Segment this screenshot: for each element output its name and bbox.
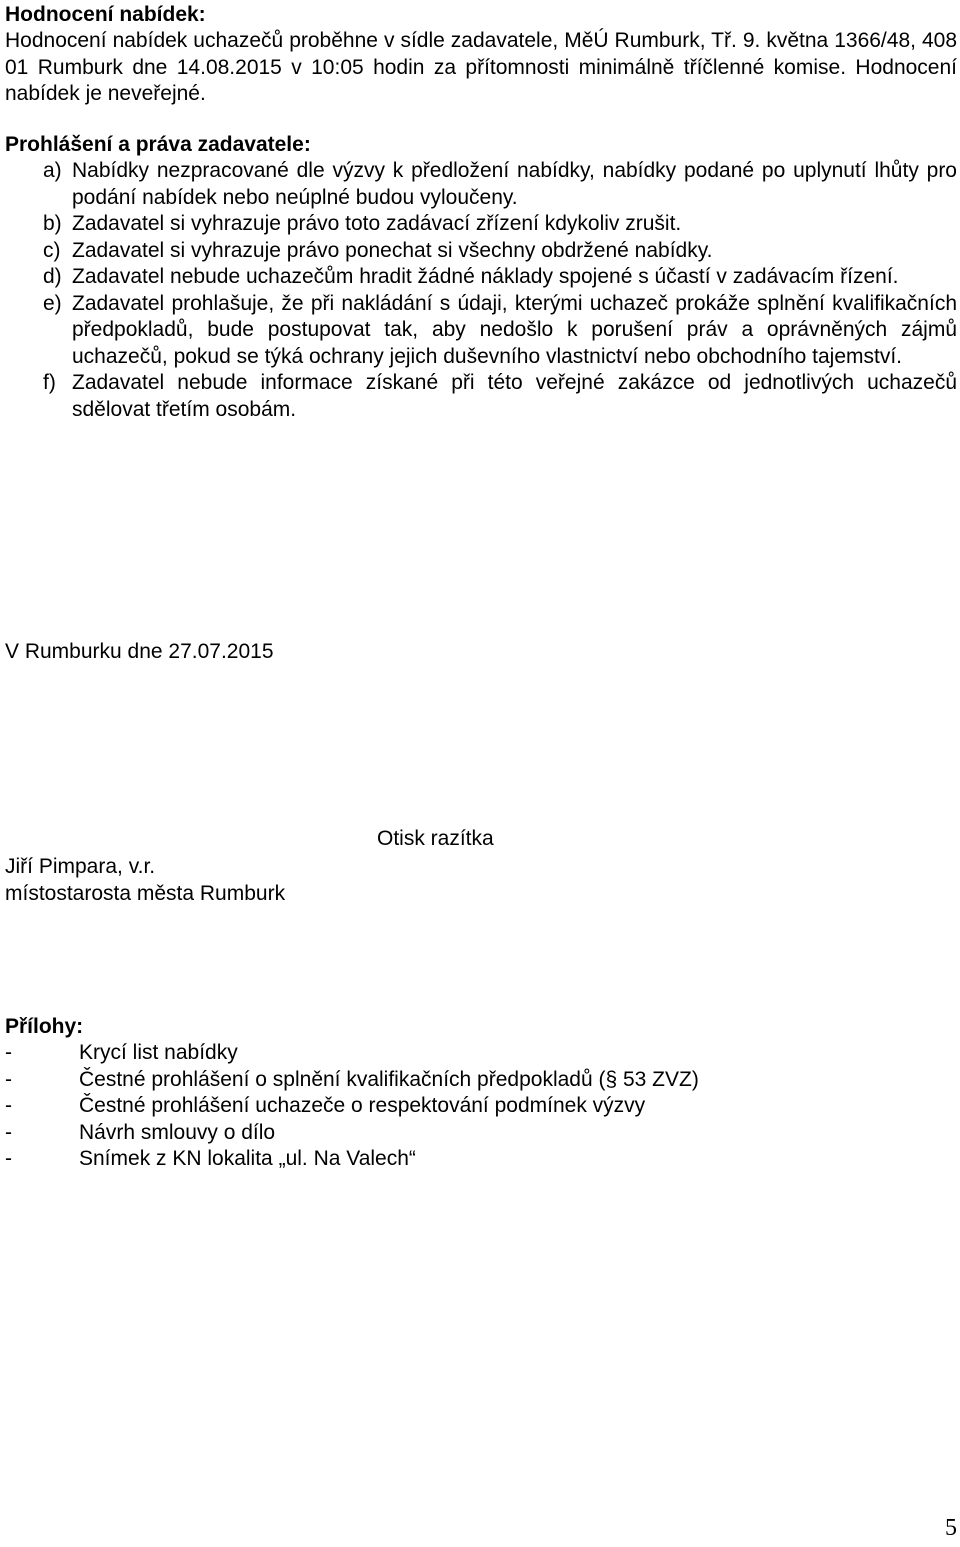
rights-heading: Prohlášení a práva zadavatele: [5, 133, 311, 156]
rights-item [43, 158, 957, 211]
rights-item-label: c) [43, 238, 61, 262]
attachment-item [5, 1120, 957, 1147]
attachment-text: Čestné prohlášení o splnění kvalifikačních předpokladů (§ 53 ZVZ) [79, 1067, 699, 1091]
signatory-name: Jiří Pimpara, v.r. [5, 855, 156, 878]
rights-item-text: Zadavatel si vyhrazuje právo toto zadávací zřízení kdykoliv zrušit. [72, 212, 682, 235]
rights-item [43, 264, 957, 291]
rights-item-text: Nabídky nezpracované dle výzvy k předložení nabídky, nabídky podané po uplynutí lhůty pro podání nabídek nebo neúplné budou vyloučeny. [72, 159, 957, 209]
rights-item-text: Zadavatel nebude uchazečům hradit žádné náklady spojené s účastí v zadávacím řízení. [72, 265, 899, 288]
attachment-dash: - [5, 1147, 12, 1170]
attachment-dash: - [5, 1067, 12, 1091]
rights-item-label: e) [43, 291, 62, 315]
attachment-item [5, 1146, 957, 1173]
attachment-item [5, 1067, 957, 1094]
attachments-list [5, 1040, 957, 1173]
evaluation-heading: Hodnocení nabídek: [5, 3, 206, 26]
rights-item [43, 370, 957, 423]
stamp-label: Otisk razítka [377, 827, 494, 850]
attachment-dash: - [5, 1041, 12, 1064]
attachment-dash: - [5, 1094, 12, 1117]
signatory-title: místostarosta města Rumburk [5, 881, 286, 905]
rights-item-text: Zadavatel nebude informace získané při této veřejné zakázce od jednotlivých uchazečů sdělovat třetím osobám. [72, 371, 957, 421]
rights-item-label: d) [43, 265, 62, 288]
attachments-heading: Přílohy: [5, 1015, 84, 1038]
rights-item [43, 238, 957, 265]
signature-block [5, 854, 285, 907]
page-number: 5 [945, 1515, 957, 1541]
attachment-text: Krycí list nabídky [79, 1041, 238, 1064]
attachment-text: Návrh smlouvy o dílo [79, 1120, 276, 1144]
place-date: V Rumburku dne 27.07.2015 [5, 640, 274, 663]
attachments-section [5, 1014, 957, 1173]
rights-item-label: b) [43, 212, 62, 235]
attachment-item [5, 1093, 957, 1120]
attachment-text: Čestné prohlášení uchazeče o respektování podmínek výzvy [79, 1094, 646, 1117]
rights-item-text: Zadavatel si vyhrazuje právo ponechat si všechny obdržené nabídky. [72, 238, 713, 262]
rights-item [43, 211, 957, 238]
rights-item-text: Zadavatel prohlašuje, že při nakládání s údaji, kterými uchazeč prokáže splnění kvalifikačních předpokladů, bude postupovat tak, aby nedošlo k porušení práv a oprávněných zájmů uchazečů, pokud se týká ochrany jejich duševního vlastnictví nebo obchodního tajemství. [72, 291, 957, 368]
evaluation-section [5, 2, 957, 108]
attachment-item [5, 1040, 957, 1067]
rights-item-label: a) [43, 159, 62, 182]
attachment-dash: - [5, 1120, 12, 1144]
rights-list [5, 158, 957, 423]
rights-item [43, 291, 957, 371]
evaluation-text: Hodnocení nabídek uchazečů proběhne v sídle zadavatele, MěÚ Rumburk, Tř. 9. května 1366/48, 408 01 Rumburk dne 14.08.2015 v 10:05 hodin za přítomnosti minimálně tříčlenné komise. Hodnocení nabídek je neveřejné. [5, 29, 957, 105]
rights-item-label: f) [43, 371, 56, 394]
attachment-text: Snímek z KN lokalita „ul. Na Valech“ [79, 1147, 416, 1170]
rights-section [5, 132, 957, 423]
